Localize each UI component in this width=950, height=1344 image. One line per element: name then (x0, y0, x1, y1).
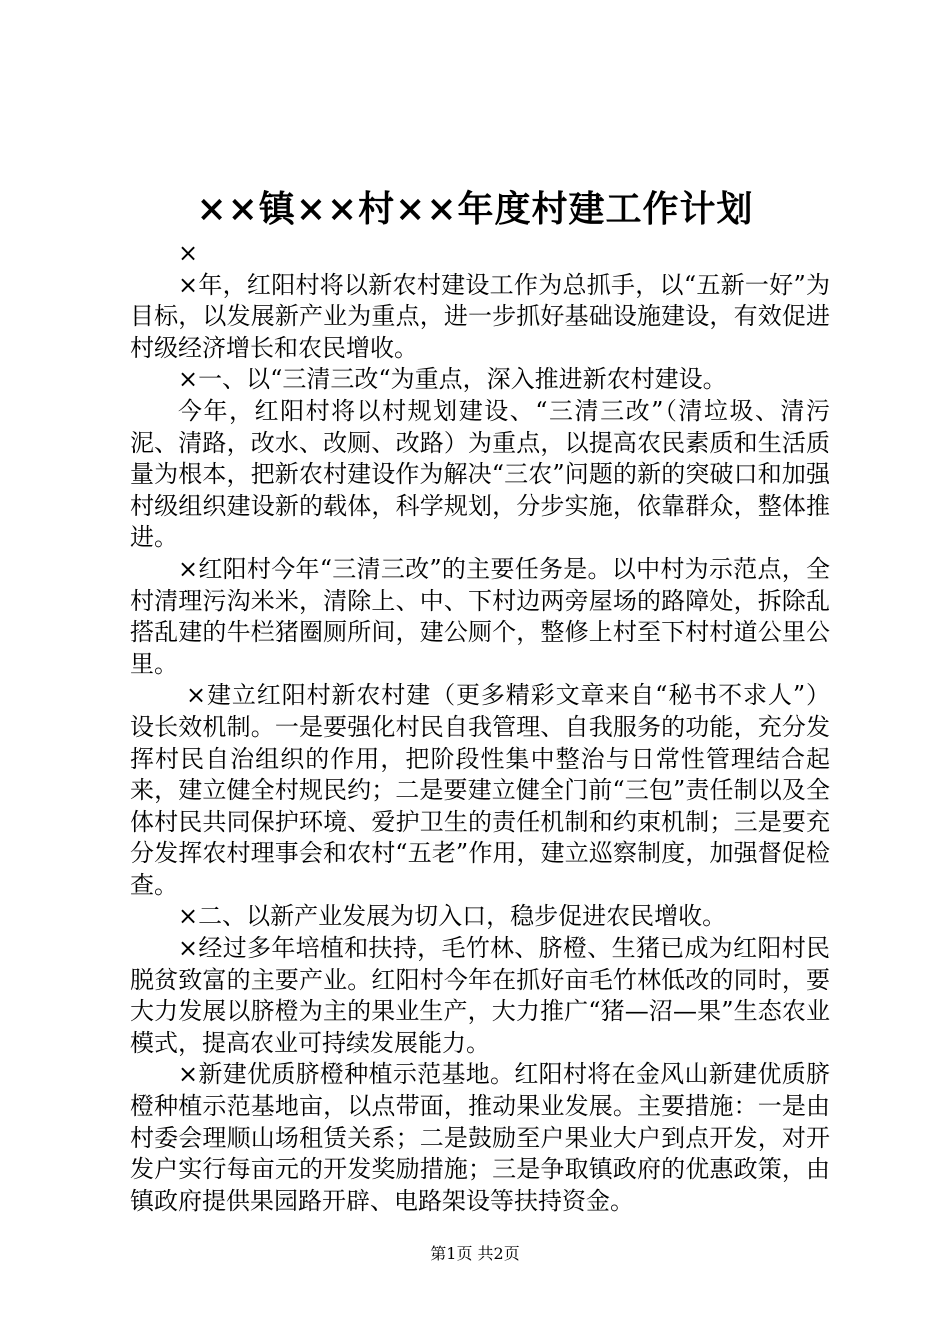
page-footer: 第1页 共2页 (430, 1244, 520, 1263)
document-title: ××镇××村××年度村建工作计划 (196, 188, 754, 230)
paragraph-3: 今年，红阳村将以村规划建设、“三清三改”（清垃圾、清污泥、清路，改水、改厕、改路）为重点，以提高农民素质和生活质量为根本，把新农村建设作为解决“三农”问题的新的突破口和加强村级组织建设新的载体，科学规划，分步实施，依靠群众，整体推进。 (130, 396, 830, 552)
paragraph-6: ×二、以新产业发展为切入口，稳步促进农民增收。 (178, 902, 727, 931)
paragraph-8: ×新建优质脐橙种植示范基地。红阳村将在金风山新建优质脐橙种植示范基地亩，以点带面，推动果业发展。主要措施：一是由村委会理顺山场租赁关系；二是鼓励至户果业大户到点开发，对开发户实行每亩元的开发奖励措施；三是争取镇政府的优惠政策，由镇政府提供果园路开辟、电路架设等扶持资金。 (130, 1060, 830, 1215)
paragraph-2: ×一、以“三清三改“为重点，深入推进新农村建设。 (178, 365, 727, 394)
document-body (130, 238, 830, 1217)
paragraph-0: × (178, 239, 199, 267)
paragraph-5: ×建立红阳村新农村建（更多精彩文章来自“秘书不求人”）设长效机制。一是要强化村民自我管理、自我服务的功能，充分发挥村民自治组织的作用，把阶段性集中整治与日常性管理结合起来，建立健全村规民约；二是要建立健全门前“三包”责任制以及全体村民共同保护环境、爱护卫生的责任机制和约束机制；三是要充分发挥农村理事会和农村“五老”作用，建立巡察制度，加强督促检查。 (130, 681, 830, 899)
paragraph-4: ×红阳村今年“三清三改”的主要任务是。以中村为示范点，全村清理污沟米米，清除上、中、下村边两旁屋场的路障处，拆除乱搭乱建的牛栏猪圈厕所间，建公厕个，整修上村至下村村道公里公里。 (130, 554, 830, 678)
paragraph-7: ×经过多年培植和扶持，毛竹林、脐橙、生猪已成为红阳村民脱贫致富的主要产业。红阳村今年在抓好亩毛竹林低改的同时，要大力发展以脐橙为主的果业生产，大力推广“猪—沼—果”生态农业模式，提高农业可持续发展能力。 (130, 934, 830, 1057)
paragraph-1: ×年，红阳村将以新农村建设工作为总抓手，以“五新一好”为目标，以发展新产业为重点，进一步抓好基础设施建设，有效促进村级经济增长和农民增收。 (130, 270, 830, 362)
